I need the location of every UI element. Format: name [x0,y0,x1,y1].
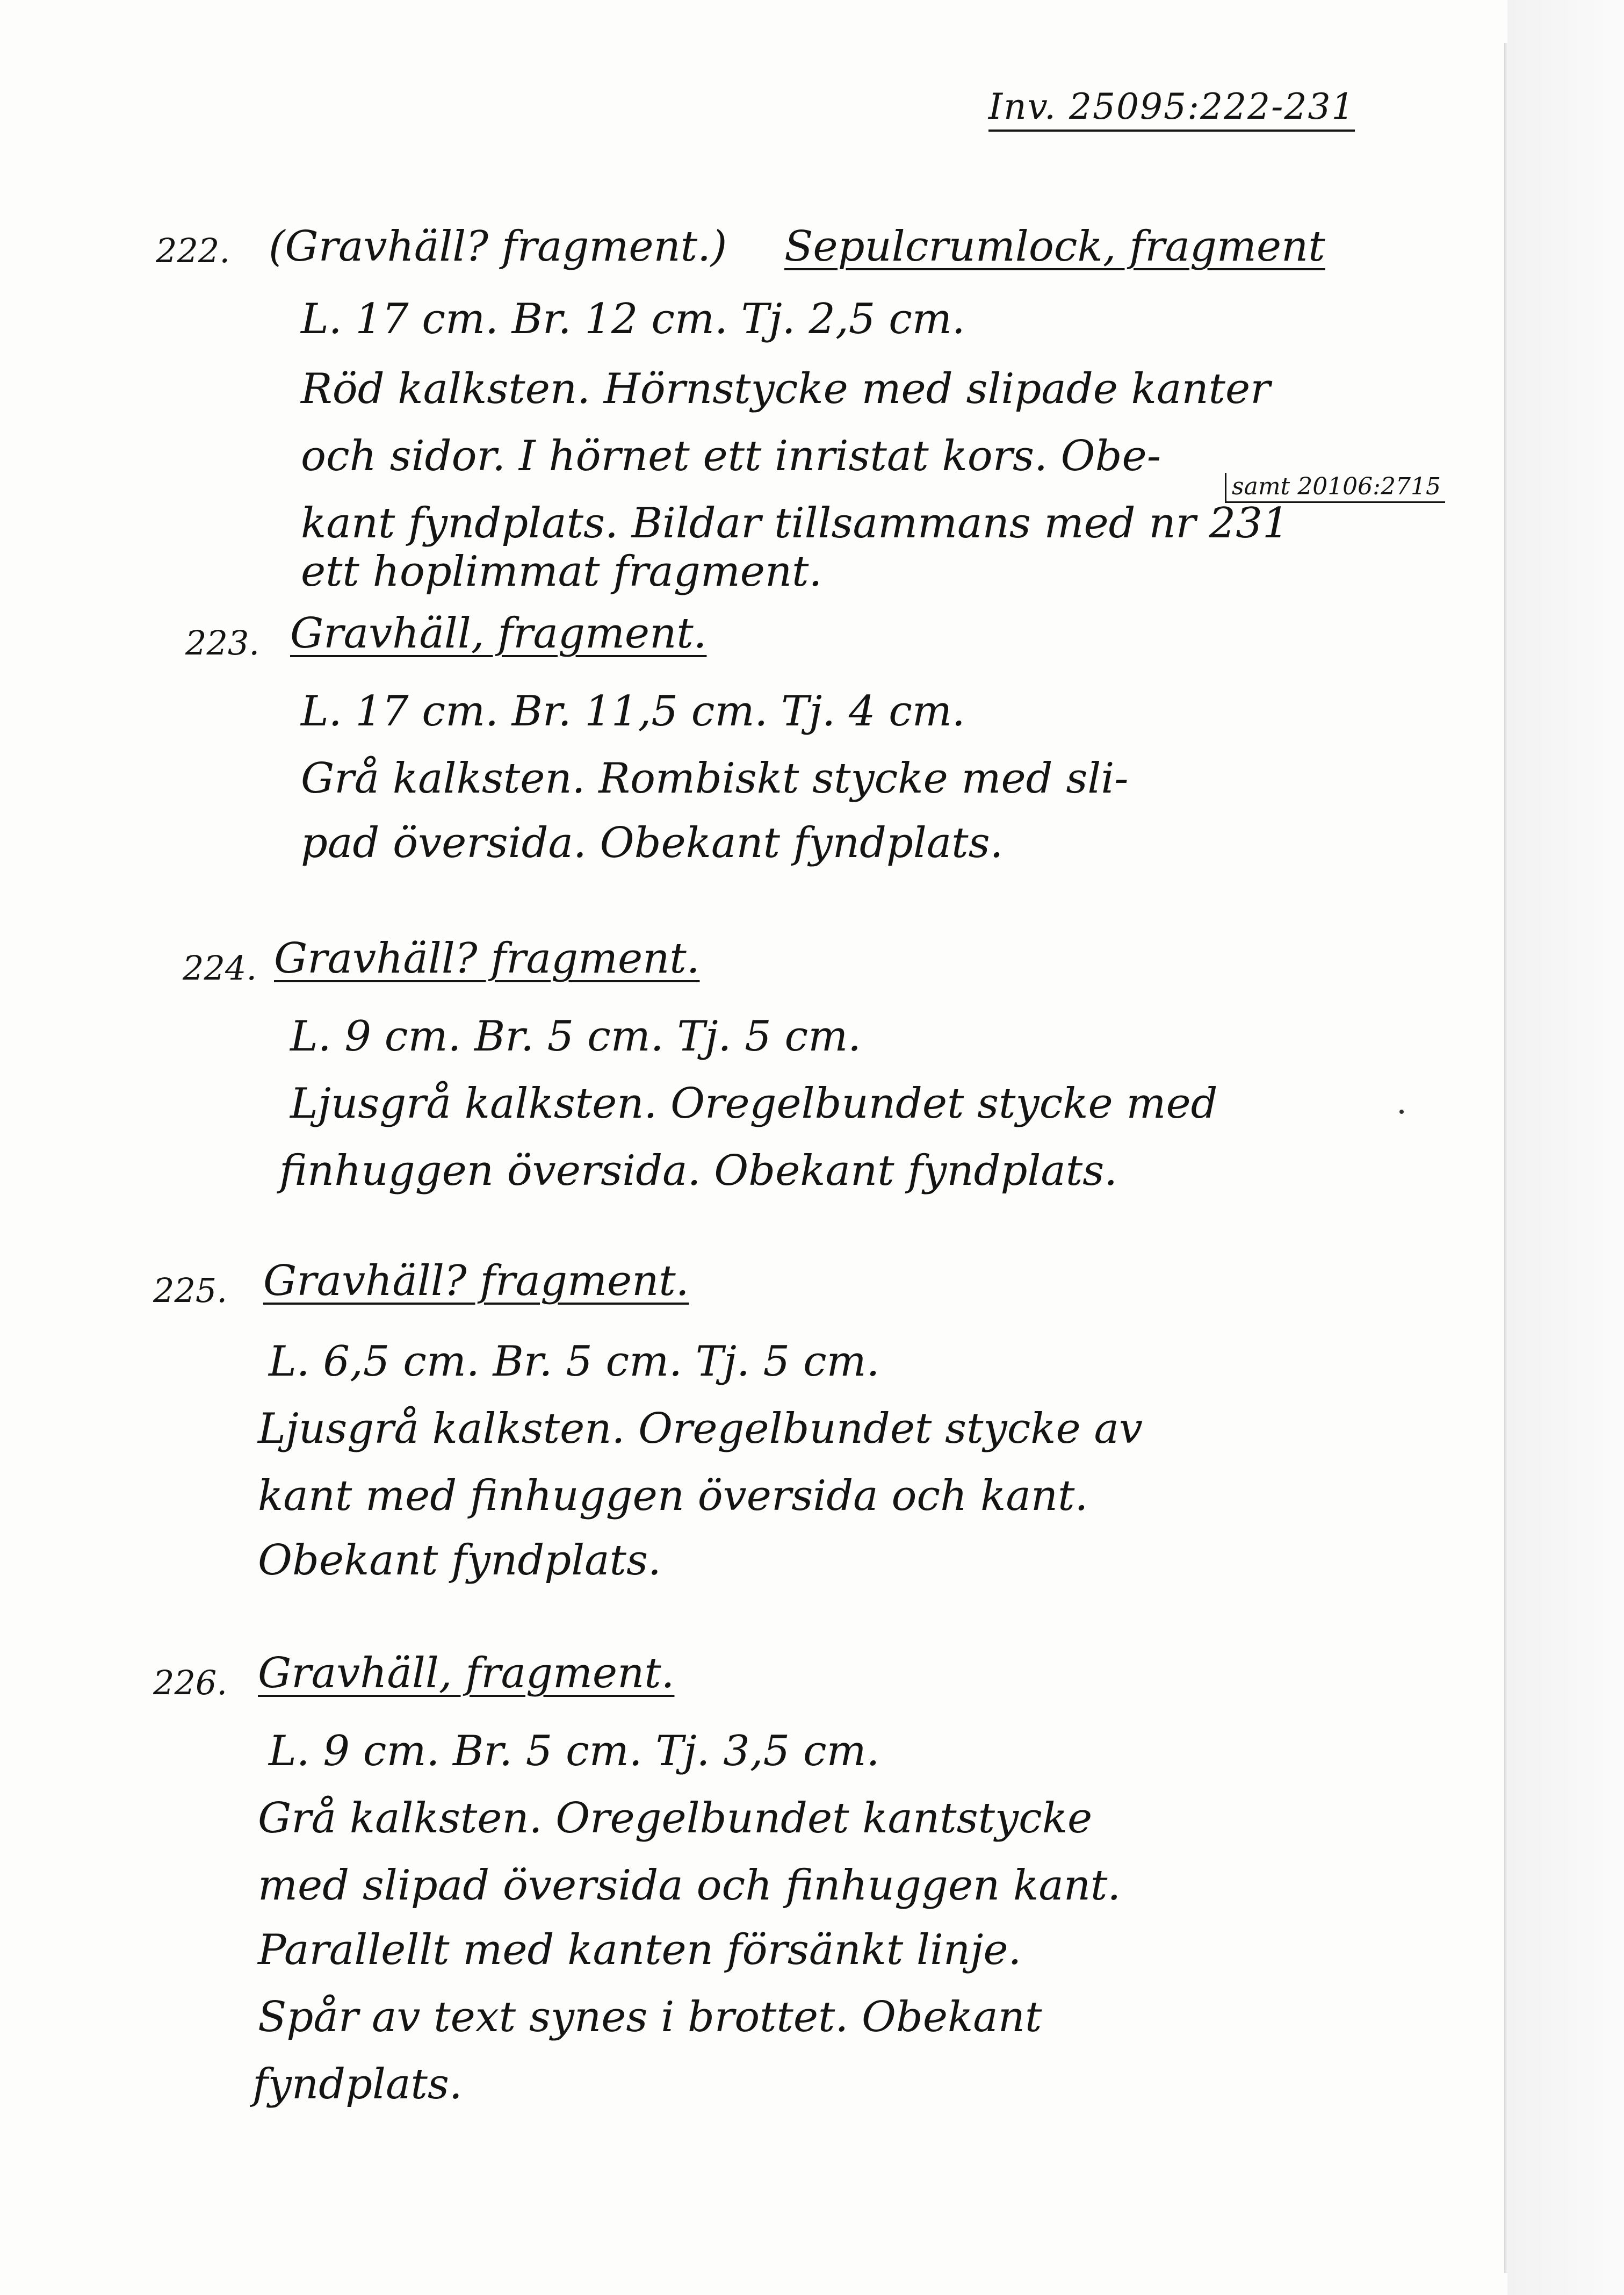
ink-speck [1399,1110,1404,1114]
entry-description-line: Ljusgrå kalksten. Oregelbundet stycke av [258,1405,1143,1453]
entry-title: Gravhäll? fragment. [274,934,700,983]
entry-number: 225. [153,1271,228,1310]
entry-number: 226. [153,1663,228,1702]
entry-description-line: kant fyndplats. Bildar tillsammans med nr 231 [301,499,1289,548]
entry-measurements: L. 9 cm. Br. 5 cm. Tj. 3,5 cm. [269,1727,880,1775]
entry-description-line: Röd kalksten. Hörnstycke med slipade kanter [301,365,1271,413]
entry-number: 222. [156,231,230,270]
entry-description-line: Grå kalksten. Rombiskt stycke med sli- [301,754,1129,803]
entry-title: Gravhäll, fragment. [258,1649,675,1697]
entry-title-prefix: (Gravhäll? fragment.) [269,222,727,271]
entry-title: Gravhäll, fragment. [290,609,707,658]
entry-description-line: finhuggen översida. Obekant fyndplats. [279,1147,1118,1195]
entry-title: Gravhäll? fragment. [263,1257,689,1305]
entry-measurements: L. 6,5 cm. Br. 5 cm. Tj. 5 cm. [269,1337,880,1386]
margin-note: samt 20106:2715 [1225,473,1445,503]
entry-description-line: Spår av text synes i brottet. Obekant [258,1993,1042,2041]
entry-description-line: med slipad översida och finhuggen kant. [258,1861,1121,1910]
entry-description-line: kant med finhuggen översida och kant. [258,1472,1088,1520]
page-edge [1504,43,1507,2273]
entry-number: 223. [185,623,260,663]
inventory-number: Inv. 25095:222-231 [988,86,1355,132]
entry-description-line: pad översida. Obekant fyndplats. [301,819,1004,867]
entry-description-line: Ljusgrå kalksten. Oregelbundet stycke med [290,1080,1218,1128]
entry-measurements: L. 9 cm. Br. 5 cm. Tj. 5 cm. [290,1012,861,1061]
entry-description-line: och sidor. I hörnet ett inristat kors. Obe- [301,432,1161,480]
entry-description-line: Parallellt med kanten försänkt linje. [258,1926,1022,1974]
page-edge-shadow [1507,0,1624,2295]
entry-number: 224. [183,948,257,988]
entry-title: Sepulcrumlock, fragment [784,222,1325,271]
entry-description-line: ett hoplimmat fragment. [301,548,822,596]
entry-measurements: L. 17 cm. Br. 11,5 cm. Tj. 4 cm. [301,687,965,736]
entry-description-line: Obekant fyndplats. [258,1536,661,1585]
entry-description-line: fyndplats. [252,2060,463,2109]
entry-measurements: L. 17 cm. Br. 12 cm. Tj. 2,5 cm. [301,295,965,343]
entry-description-line: Grå kalksten. Oregelbundet kantstycke [258,1794,1093,1843]
